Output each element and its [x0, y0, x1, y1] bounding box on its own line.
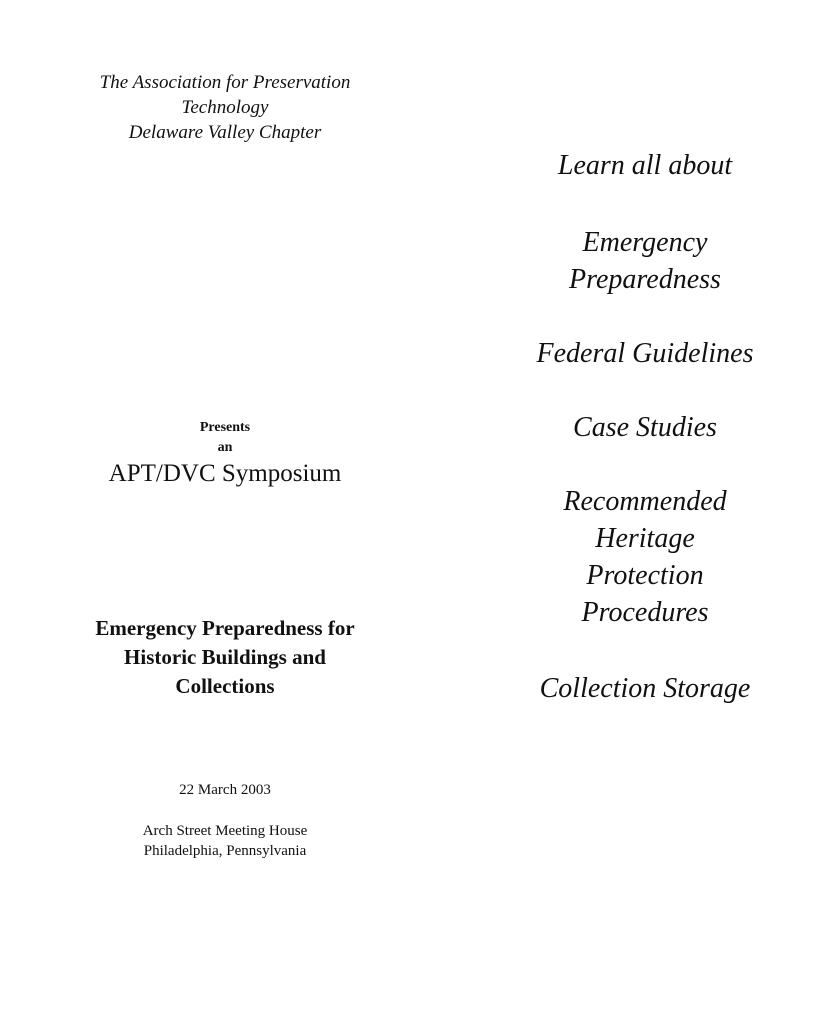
topic-line: Heritage	[595, 523, 695, 554]
event-title-line: Collections	[175, 674, 275, 698]
venue-name: Arch Street Meeting House	[142, 823, 308, 839]
organization-chapter: Delaware Valley Chapter	[128, 122, 322, 143]
organization-line: Technology	[181, 97, 269, 118]
topic-line: Recommended	[563, 486, 727, 517]
topic-federal-guidelines	[500, 335, 790, 372]
topic-line: Case Studies	[573, 412, 717, 443]
event-venue	[40, 821, 410, 861]
topics-intro: Learn all about	[557, 150, 733, 181]
organization-name	[40, 70, 410, 145]
topic-line: Protection	[586, 560, 704, 591]
event-title	[40, 614, 410, 701]
symposium-title: APT/DVC Symposium	[108, 460, 342, 487]
event-date: 22 March 2003	[179, 782, 271, 798]
topic-line: Collection Storage	[539, 673, 751, 704]
topic-line: Procedures	[581, 597, 709, 628]
event-title-line: Historic Buildings and	[124, 645, 326, 669]
topic-case-studies	[500, 409, 790, 446]
topic-recommended-procedures	[500, 483, 790, 631]
organization-line: The Association for Preservation	[99, 72, 351, 93]
venue-location: Philadelphia, Pennsylvania	[143, 843, 307, 859]
event-title-line: Emergency Preparedness for	[95, 616, 355, 640]
topic-collection-storage	[500, 670, 790, 707]
topic-emergency-preparedness	[500, 224, 790, 298]
topic-line: Preparedness	[569, 264, 721, 295]
topic-line: Federal Guidelines	[536, 338, 754, 369]
presents-line: an	[217, 440, 233, 455]
presents-text	[40, 418, 410, 458]
topic-line: Emergency	[582, 227, 708, 258]
presents-line: Presents	[199, 420, 251, 435]
